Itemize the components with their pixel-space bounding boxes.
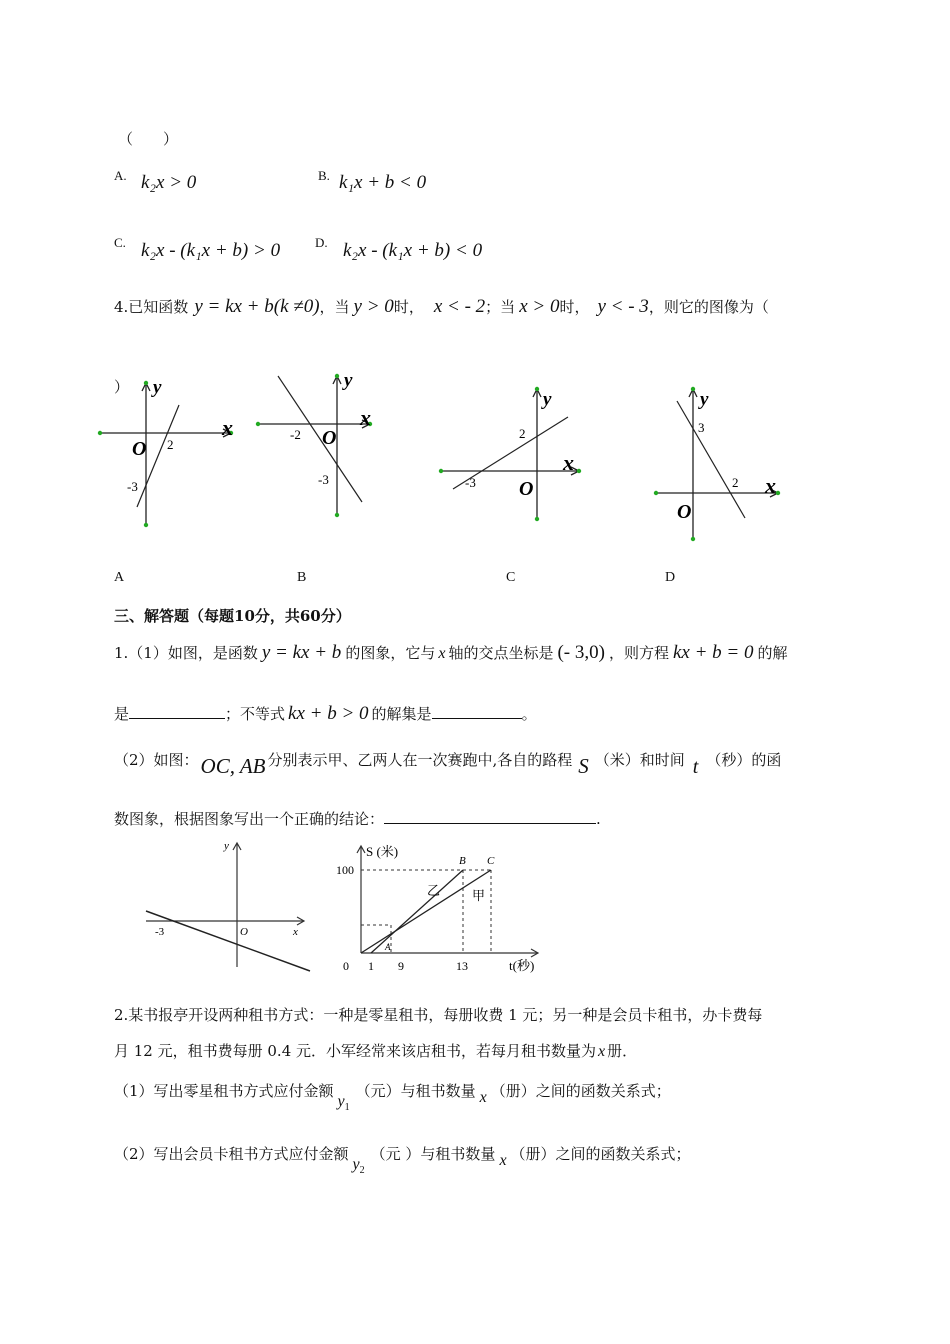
graph-c-x-label: x [563, 450, 574, 475]
graph-b-origin: O [322, 427, 337, 449]
p2-s1b: （元）与租书数量 [355, 1082, 476, 1100]
graph-a-label-1: 2 [167, 437, 174, 452]
p2-s2c: （册）之间的函数关系式； [510, 1145, 691, 1163]
fig2-label-yi: 乙 [427, 883, 441, 898]
p2-s2a: （2）写出会员卡租书方式应付金额 [114, 1145, 349, 1163]
p2-s1a: （1）写出零星租书方式应付金额 [114, 1082, 334, 1100]
p1-line-b [114, 703, 537, 725]
fig1-origin: O [240, 926, 248, 938]
section3-title: 三、解答题（每题10分，共60分） [114, 607, 351, 625]
q3-paren: （ ） [118, 130, 179, 148]
p2-s2sub: 2 [359, 1165, 365, 1176]
p1-a-mid3: ，则方程 [608, 644, 669, 662]
p2-s2b: （元 ）与租书数量 [370, 1145, 496, 1163]
graph-b-caption: B [297, 570, 307, 585]
graph-b-x-label: x [360, 405, 371, 430]
q4-t3: ；当 [485, 298, 516, 316]
graph-d-label-1: 3 [698, 420, 705, 435]
fig2-point-c: C [487, 855, 495, 867]
p2-line-2b: 册． [607, 1042, 638, 1060]
p1-c-mid2: （米）和时间 [594, 751, 685, 769]
p2-sub-1 [114, 1080, 671, 1113]
graph-b-label-2: -3 [318, 472, 329, 487]
p1-c-lines: OC, AB [200, 754, 266, 778]
q4-t4: 时， [559, 298, 590, 316]
p1-a-mid2: 轴的交点坐标是 [448, 644, 554, 662]
q3-option-c-expr: k₂x - (k₁x + b) > 0 [141, 240, 281, 261]
p1-b-4: 。 [521, 705, 537, 723]
graph-c-origin: O [519, 478, 534, 500]
graph-d-caption: D [665, 570, 676, 585]
fig2-t9: 9 [398, 959, 404, 973]
p2-s1sub: 1 [344, 1102, 350, 1113]
q4-cond1: y > 0 [353, 296, 394, 317]
p2-s1x: x [479, 1089, 487, 1106]
p1-c-prefix: （2）如图： [114, 751, 199, 769]
answer-blank-2[interactable] [432, 704, 522, 719]
graph-d-x-label: x [765, 473, 776, 498]
fig1-x-label: x [293, 926, 298, 938]
graph-d [650, 383, 790, 543]
fig2-t13: 13 [456, 959, 468, 973]
fig2-point-b: B [459, 855, 466, 867]
graph-d-label-2: 2 [732, 475, 739, 490]
p1-a-x: x [438, 645, 446, 662]
p1-d-1: 数图象，根据图象写出一个正确的结论： [114, 810, 385, 828]
q4-func: y = kx + b(k ≠0) [194, 296, 320, 317]
graph-b-y-label: y [344, 370, 353, 391]
p1-c-t: t [692, 756, 699, 778]
p1-line-d [114, 808, 601, 829]
q3-option-d-label: D. [315, 235, 328, 250]
graph-c-label-1: 2 [519, 426, 526, 441]
q4-cond2: x > 0 [519, 296, 560, 317]
q4-prefix: 4.已知函数 [114, 298, 189, 316]
p2-s1c: （册）之间的函数关系式； [490, 1082, 671, 1100]
graph-d-y-label: y [700, 389, 709, 410]
p1-b-3: 的解集是 [371, 705, 432, 723]
q3-option-d-expr: k₂x - (k₁x + b) < 0 [343, 240, 483, 261]
p2-s1y: y [337, 1093, 345, 1110]
graph-a [95, 375, 245, 530]
fig2-t1: 1 [368, 959, 374, 973]
q4-t1: ，当 [319, 298, 350, 316]
p1-d-2: . [596, 810, 601, 828]
q3-option-a-expr: k₂x > 0 [141, 172, 197, 193]
p1-b-ineq: kx + b > 0 [288, 703, 369, 724]
figure-race-graph [333, 840, 548, 980]
answer-blank-1[interactable] [129, 704, 225, 719]
p1-a-point: (- 3,0) [557, 642, 605, 663]
q4-close: ） [114, 378, 130, 396]
graph-d-origin: O [677, 501, 692, 523]
graph-a-x-label: x [222, 415, 233, 440]
p1-b-1: 是 [114, 705, 130, 723]
graph-c-y-label: y [543, 389, 552, 410]
q4-t5: ，则它的图像为（ [648, 298, 769, 316]
p2-s2x: x [499, 1152, 507, 1169]
fig2-x-axis-label: t(秒) [509, 958, 535, 973]
graph-a-label-2: -3 [127, 479, 138, 494]
fig2-label-jia: 甲 [472, 888, 486, 903]
figure-linear-graph [140, 835, 315, 975]
p1-c-end: （秒）的函 [706, 751, 782, 769]
p1-a-end: 的解 [757, 644, 788, 662]
p1-line-a [114, 642, 787, 664]
p1-c-S: S [578, 754, 589, 778]
p1-line-c [114, 746, 782, 778]
graph-a-y-label: y [153, 377, 162, 398]
p1-a-mid1: 的图象，它与 [345, 644, 436, 662]
graph-b [252, 370, 382, 522]
fig1-y-label: y [224, 840, 229, 852]
p1-a-prefix: 1.（1）如图，是函数 [114, 644, 258, 662]
graph-b-label-1: -2 [290, 427, 301, 442]
p2-line-2 [114, 1040, 637, 1061]
p1-c-mid: 分别表示甲、乙两人在一次赛跑中,各自的路程 [267, 751, 573, 769]
fig2-origin: 0 [343, 959, 349, 973]
graph-c-caption: C [506, 570, 516, 585]
q3-option-c-label: C. [114, 235, 126, 250]
p1-b-2: ；不等式 [225, 705, 286, 723]
q4-statement [114, 296, 769, 318]
p2-line-1: 2.某书报亭开设两种租书方式：一种是零星租书，每册收费 1 元；另一种是会员卡租书，办卡费每 [114, 1006, 763, 1024]
p2-sub-2 [114, 1143, 691, 1176]
answer-blank-3[interactable] [384, 809, 596, 824]
p2-line-2x: x [598, 1043, 606, 1060]
p2-s2y: y [352, 1156, 360, 1173]
p2-line-2a: 月 12 元，租书费每册 0.4 元．小军经常来该店租书，若每月租书数量为 [114, 1042, 597, 1060]
fig2-y-100: 100 [336, 863, 354, 877]
graph-a-origin: O [132, 438, 147, 460]
q4-t2: 时， [393, 298, 424, 316]
graph-a-caption: A [114, 570, 125, 585]
fig2-point-a: A [385, 942, 391, 952]
fig1-minus3: -3 [155, 926, 165, 938]
q4-res2: y < - 3 [597, 296, 649, 317]
q4-res1: x < - 2 [433, 296, 486, 317]
p1-a-eq: kx + b = 0 [672, 642, 754, 663]
graph-c [435, 383, 585, 528]
q3-option-a-label: A. [114, 168, 127, 183]
p1-a-func: y = kx + b [261, 642, 342, 663]
fig2-y-axis-label: S (米) [366, 844, 399, 859]
q3-option-b-expr: k₁x + b < 0 [339, 172, 427, 193]
q3-option-b-label: B. [318, 168, 330, 183]
graph-c-label-2: -3 [465, 475, 476, 490]
